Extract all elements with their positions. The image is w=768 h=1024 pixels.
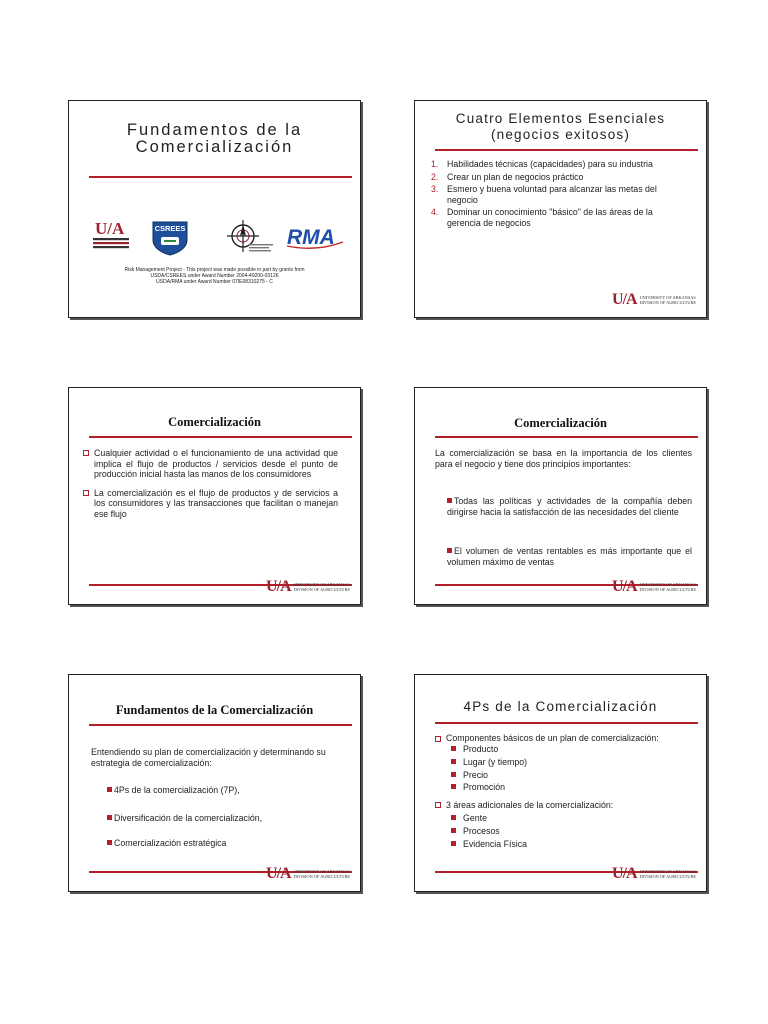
square-bullet-icon [83, 450, 89, 456]
grant-credit [89, 267, 340, 285]
slide-4ps [414, 674, 707, 892]
square-bullet-icon [451, 815, 456, 820]
rma-logo [287, 226, 343, 249]
square-bullet-icon [435, 802, 441, 808]
ua-logo: U/A [612, 291, 637, 308]
item-number: 2. [431, 171, 439, 182]
slide-comercializacion-principles [414, 387, 707, 605]
ua-logo-caption: UNIVERSITY OF ARKANSAS DIVISION OF AGRICULTURE [639, 582, 696, 592]
square-bullet-icon [451, 772, 456, 777]
list-item [431, 207, 686, 228]
square-bullet-icon [107, 840, 112, 845]
ua-footer-logo [612, 291, 696, 309]
item-text: 4Ps de la comercialización (7P), [114, 785, 240, 795]
slide-heading: Comercialización [168, 415, 261, 429]
ua-footer-logo [266, 578, 350, 596]
list-item: Producto [435, 743, 692, 756]
square-bullet-icon [451, 828, 456, 833]
southern-region-logo [227, 220, 273, 252]
slide-comercializacion-definition [68, 387, 361, 605]
intro-text: La comercialización se basa en la importancia de los clientes para el negocio y tiene dos principios importantes: [435, 448, 692, 469]
group-text: 3 áreas adicionales de la comercialización: [446, 800, 614, 811]
list-item: Promoción [435, 781, 692, 794]
item-text: Esmero y buena voluntad para alcanzar las metas del negocio [447, 184, 657, 205]
item-text: Dominar un conocimiento "básico" de las áreas de la gerencia de negocios [447, 207, 653, 228]
list-item: Precio [435, 769, 692, 782]
group-text: Componentes básicos de un plan de comercialización: [446, 733, 659, 743]
slide-heading: Fundamentos de la Comercialización [115, 703, 314, 717]
ua-logo-caption: UNIVERSITY OF ARKANSAS DIVISION OF AGRICULTURE [293, 582, 350, 592]
group-heading [435, 799, 692, 812]
title-line-2: (negocios exitosos) [490, 127, 631, 142]
item-number: 1. [431, 159, 439, 169]
list-item: Gente [435, 812, 692, 825]
square-bullet-icon [107, 787, 112, 792]
bullet-list [83, 448, 338, 527]
list-item [431, 159, 686, 170]
square-bullet-icon [447, 548, 452, 553]
point-item [107, 838, 350, 849]
item-text: Habilidades técnicas (capacidades) para su industria [447, 159, 653, 169]
slide-fundamentos [68, 674, 361, 892]
item-text: El volumen de ventas rentables es más importante que el volumen máximo de ventas [447, 546, 692, 567]
slide-title [68, 100, 361, 318]
divider [89, 436, 352, 438]
item-text: Comercialización estratégica [114, 838, 227, 848]
title-line-2: Comercialización [135, 138, 294, 156]
ua-logo-caption: UNIVERSITY OF ARKANSAS DIVISION OF AGRICULTURE [293, 869, 350, 879]
square-bullet-icon [435, 736, 441, 742]
slide-heading: Comercialización [514, 416, 607, 430]
ua-logo-caption: UNIVERSITY OF ARKANSAS DIVISION OF AGRICULTURE [639, 295, 696, 305]
square-bullet-icon [451, 784, 456, 789]
item-text: La comercialización es el flujo de productos y de servicios a los consumidores y las transacciones que facilitan o manejan ese flujo [94, 487, 338, 519]
elements-list [431, 159, 686, 230]
point-item [107, 813, 350, 824]
item-text: Diversificación de la comercialización, [114, 813, 263, 823]
sponsor-logos [91, 216, 346, 256]
ua-logo: U/A [612, 578, 637, 595]
square-bullet-icon [447, 498, 452, 503]
list-item: Procesos [435, 825, 692, 838]
list-item [83, 448, 338, 480]
credit-line-1: Risk Management Project - This project was made possible in part by grants from [124, 267, 305, 273]
slide-heading: 4Ps de la Comercialización [463, 699, 658, 714]
title-line-1: Cuatro Elementos Esenciales [455, 111, 666, 126]
credit-line-2: USDA/CSREES under Award Number 2004-49200-03126 [150, 273, 279, 279]
group-heading [435, 733, 692, 743]
list-item [431, 184, 686, 205]
ua-logo: U/A [612, 865, 637, 882]
ua-footer-logo [612, 578, 696, 596]
ua-logo [93, 219, 129, 248]
square-bullet-icon [451, 746, 456, 751]
item-text: Cualquier actividad o el funcionamiento de una actividad que implica el flujo de productos / servicios desde el punto de producción inicial hasta las manos de los consumidores [94, 448, 338, 479]
ua-logo-caption: UNIVERSITY OF ARKANSAS DIVISION OF AGRICULTURE [639, 869, 696, 879]
square-bullet-icon [107, 815, 112, 820]
square-bullet-icon [451, 841, 456, 846]
item-text: Todas las políticas y actividades de la compañía deben dirigirse hacia la satisfacción de las necesidades del cliente [447, 496, 692, 517]
list-item [431, 172, 686, 183]
square-bullet-icon [83, 490, 89, 496]
ua-footer-logo [266, 865, 350, 883]
point-item [107, 785, 350, 796]
divider [89, 724, 352, 726]
slide-four-elements [414, 100, 707, 318]
ua-logo: U/A [266, 865, 291, 882]
list-item: Lugar (y tiempo) [435, 756, 692, 769]
list-item: Evidencia Física [435, 838, 692, 851]
divider [435, 722, 698, 724]
list-item [83, 488, 338, 520]
principle-item [447, 546, 692, 567]
ua-logo-text: U/A [95, 219, 125, 238]
item-text: Crear un plan de negocios práctico [447, 171, 584, 182]
rma-logo-text: RMA [287, 226, 335, 249]
title-line-1: Fundamentos de la [126, 121, 303, 139]
principle-item [447, 496, 692, 517]
csrees-logo-text: CSREES [154, 224, 186, 233]
divider [435, 436, 698, 438]
intro-text: Entendiendo su plan de comercialización y determinando su estrategia de comercialización: [91, 747, 326, 768]
divider [89, 176, 352, 178]
csrees-logo [153, 222, 187, 255]
slide-title-heading [69, 122, 360, 156]
item-number: 3. [431, 184, 439, 194]
square-bullet-icon [451, 759, 456, 764]
divider [435, 149, 698, 151]
credit-line-3: USDA/RMA under Award Number 07IE08310275 - C [156, 279, 273, 285]
ua-logo: U/A [266, 578, 291, 595]
ua-footer-logo [612, 865, 696, 883]
components-list [435, 733, 692, 850]
slide-heading [415, 111, 706, 143]
item-number: 4. [431, 207, 439, 217]
